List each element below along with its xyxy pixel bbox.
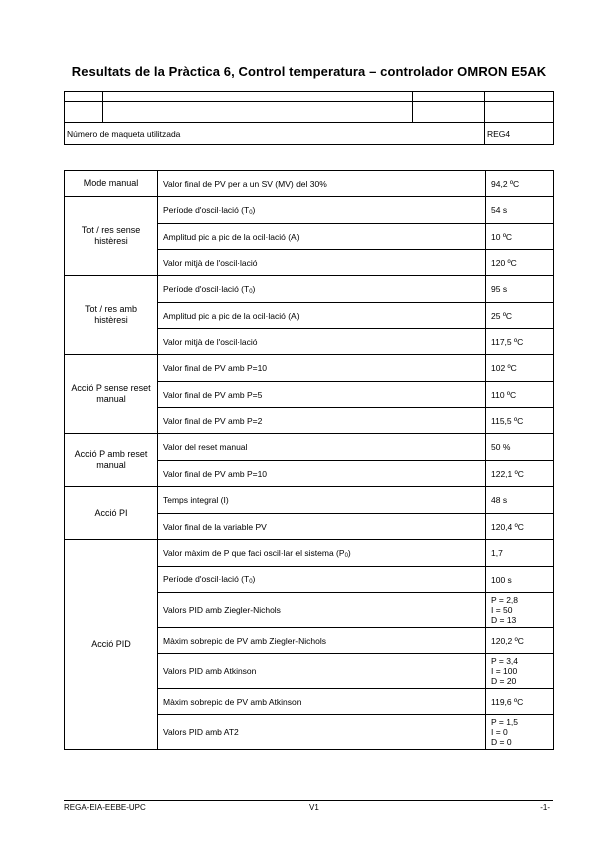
parameter-cell	[158, 487, 486, 514]
footer-divider	[64, 800, 553, 801]
parameter-text: Valor del reset manual	[163, 442, 248, 452]
parameter-text: Valor mitjà de l'oscil·lació	[163, 336, 258, 347]
value-cell: 94,2 ºC	[486, 171, 554, 197]
parameter-text-end: )	[252, 204, 256, 215]
parameter-text: Valor màxim de P que faci oscil·lar el sistema (P	[163, 547, 345, 558]
section-label: Mode manual	[65, 171, 158, 197]
header-cell	[413, 102, 485, 123]
value-cell: 110 ºC	[486, 382, 554, 408]
header-cell	[413, 92, 485, 102]
value-cell: 115,5 ºC	[486, 408, 554, 434]
parameter-subscript: 0	[249, 579, 253, 585]
parameter-cell	[158, 540, 486, 567]
parameter-text: Valors PID amb Ziegler-Nichols	[163, 605, 281, 615]
table-row	[65, 540, 554, 567]
value-cell: 117,5 ºC	[486, 329, 554, 355]
parameter-cell	[158, 171, 486, 197]
value-cell: 100 s	[486, 567, 554, 593]
parameter-text: Valor final de PV amb P=10	[163, 363, 268, 373]
parameter-cell	[158, 461, 486, 487]
header-table	[64, 91, 554, 145]
header-cell	[65, 92, 103, 102]
parameter-text: Valors PID amb AT2	[163, 727, 239, 737]
value-cell: 1,7	[486, 540, 554, 567]
section-label: Acció PID	[65, 540, 158, 750]
parameter-text: Màxim sobrepic de PV amb Ziegler-Nichols	[163, 635, 326, 646]
parameter-text-end: )	[252, 574, 256, 584]
table-row	[65, 434, 554, 461]
section-label: Acció P sense reset manual	[65, 355, 158, 434]
parameter-cell	[158, 329, 486, 355]
parameter-text: Valor final de la variable PV	[163, 521, 267, 532]
parameter-text: Període d'oscil·lació (T	[163, 283, 250, 294]
value-cell: 95 s	[486, 276, 554, 303]
footer-left: REGA-EIA-EEBE-UPC	[64, 803, 146, 812]
value-cell: 50 %	[486, 434, 554, 461]
section-label: Tot / res sense histèresi	[65, 197, 158, 276]
parameter-cell	[158, 408, 486, 434]
footer-page-number: -1-	[540, 803, 550, 812]
parameter-text: Valor mitjà de l'oscil·lació	[163, 257, 258, 268]
parameter-cell	[158, 567, 486, 593]
parameter-cell	[158, 654, 486, 689]
section-label: Acció PI	[65, 487, 158, 540]
value-cell: 120,2 ºC	[486, 628, 554, 654]
parameter-cell	[158, 593, 486, 628]
value-cell: 120,4 ºC	[486, 514, 554, 540]
model-number-label: Número de maqueta utilitzada	[65, 123, 485, 145]
parameter-cell	[158, 303, 486, 329]
results-table	[64, 170, 554, 750]
value-cell: 48 s	[486, 487, 554, 514]
parameter-text: Període d'oscil·lació (T	[163, 574, 250, 584]
table-row	[65, 171, 554, 197]
value-cell: 102 ºC	[486, 355, 554, 382]
value-cell: P = 2,8 I = 50 D = 13	[486, 593, 554, 628]
value-cell: 120 ºC	[486, 250, 554, 276]
section-label: Acció P amb reset manual	[65, 434, 158, 487]
value-cell: 10 ºC	[486, 224, 554, 250]
parameter-subscript: 0	[249, 209, 253, 216]
parameter-cell	[158, 514, 486, 540]
value-cell: 119,6 ºC	[486, 689, 554, 715]
table-row	[65, 487, 554, 514]
parameter-cell	[158, 689, 486, 715]
parameter-cell	[158, 628, 486, 654]
parameter-cell	[158, 197, 486, 224]
table-row	[65, 197, 554, 224]
parameter-text: Valor final de PV per a un SV (MV) del 30%	[163, 178, 327, 189]
parameter-text: Amplitud pic a pic de la ocil·lació (A)	[163, 231, 300, 242]
header-cell	[485, 92, 554, 102]
header-cell	[103, 102, 413, 123]
parameter-text-end: )	[347, 547, 351, 558]
parameter-text: Període d'oscil·lació (T	[163, 204, 250, 215]
parameter-subscript: 0	[344, 552, 348, 559]
parameter-text: Valors PID amb Atkinson	[163, 666, 257, 676]
parameter-subscript: 0	[249, 288, 253, 295]
model-number-value: REG4	[485, 123, 554, 145]
parameter-text: Temps integral (I)	[163, 495, 229, 505]
parameter-cell	[158, 382, 486, 408]
parameter-text: Màxim sobrepic de PV amb Atkinson	[163, 696, 302, 707]
parameter-text: Valor final de PV amb P=5	[163, 389, 263, 400]
page-title: Resultats de la Pràctica 6, Control temperatura – controlador OMRON E5AK	[71, 64, 547, 79]
parameter-cell	[158, 434, 486, 461]
value-cell: 25 ºC	[486, 303, 554, 329]
header-cell	[103, 92, 413, 102]
table-row	[65, 276, 554, 303]
footer-version: V1	[309, 803, 319, 812]
value-cell: 54 s	[486, 197, 554, 224]
parameter-cell	[158, 355, 486, 382]
header-cell	[485, 102, 554, 123]
parameter-cell	[158, 224, 486, 250]
section-label: Tot / res amb histèresi	[65, 276, 158, 355]
parameter-text: Amplitud pic a pic de la ocil·lació (A)	[163, 310, 300, 321]
parameter-text-end: )	[252, 283, 256, 294]
value-cell: P = 1,5 I = 0 D = 0	[486, 715, 554, 750]
header-cell	[65, 102, 103, 123]
parameter-text: Valor final de PV amb P=10	[163, 468, 268, 479]
parameter-cell	[158, 715, 486, 750]
table-row	[65, 355, 554, 382]
parameter-cell	[158, 276, 486, 303]
value-cell: 122,1 ºC	[486, 461, 554, 487]
parameter-cell	[158, 250, 486, 276]
value-cell: P = 3,4 I = 100 D = 20	[486, 654, 554, 689]
parameter-text: Valor final de PV amb P=2	[163, 415, 263, 426]
